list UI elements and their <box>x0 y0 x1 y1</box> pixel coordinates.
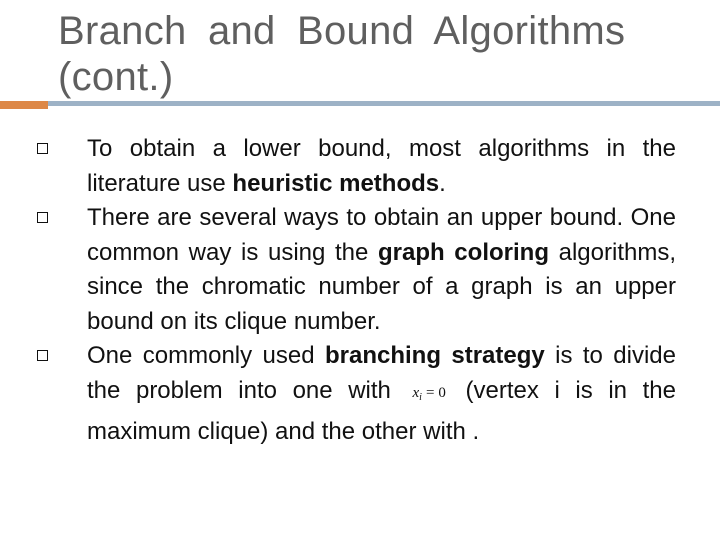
bullet-item <box>36 201 676 339</box>
body-text: . <box>439 169 446 197</box>
square-bullet-icon <box>37 350 48 361</box>
body-text: . <box>472 418 480 445</box>
bullet-list <box>36 132 676 450</box>
formula-variable: x <box>412 384 420 401</box>
emphasized-text: heuristic methods <box>232 169 440 197</box>
square-bullet-icon <box>37 212 48 223</box>
emphasized-text: branching strategy <box>324 342 545 369</box>
title-underline <box>48 101 720 106</box>
bullet-item <box>36 339 676 450</box>
body-text: is to divide the problem into one with <box>87 342 676 404</box>
title-accent-bar <box>0 101 48 109</box>
body-text: (vertex i is in the maximum clique) and the other with <box>87 376 676 445</box>
formula-value: 0 <box>438 384 446 401</box>
emphasized-text: graph coloring <box>378 238 549 266</box>
math-formula <box>413 376 446 416</box>
square-bullet-icon <box>37 143 48 154</box>
formula-operator: = <box>425 384 435 401</box>
body-text: To obtain a lower bound, most algorithms in the literature use <box>87 135 676 197</box>
formula-subscript: i <box>419 391 422 403</box>
slide-title: Branch and Bound Algorithms (cont.) <box>58 9 626 99</box>
body-text: One commonly used <box>87 342 325 369</box>
body-text: algorithms, since the chromatic number of a graph is an upper bound on its clique number. <box>87 238 677 335</box>
body-text: There are several ways to obtain an upper bound. One common way is using the <box>87 204 676 266</box>
bullet-item <box>36 132 676 201</box>
